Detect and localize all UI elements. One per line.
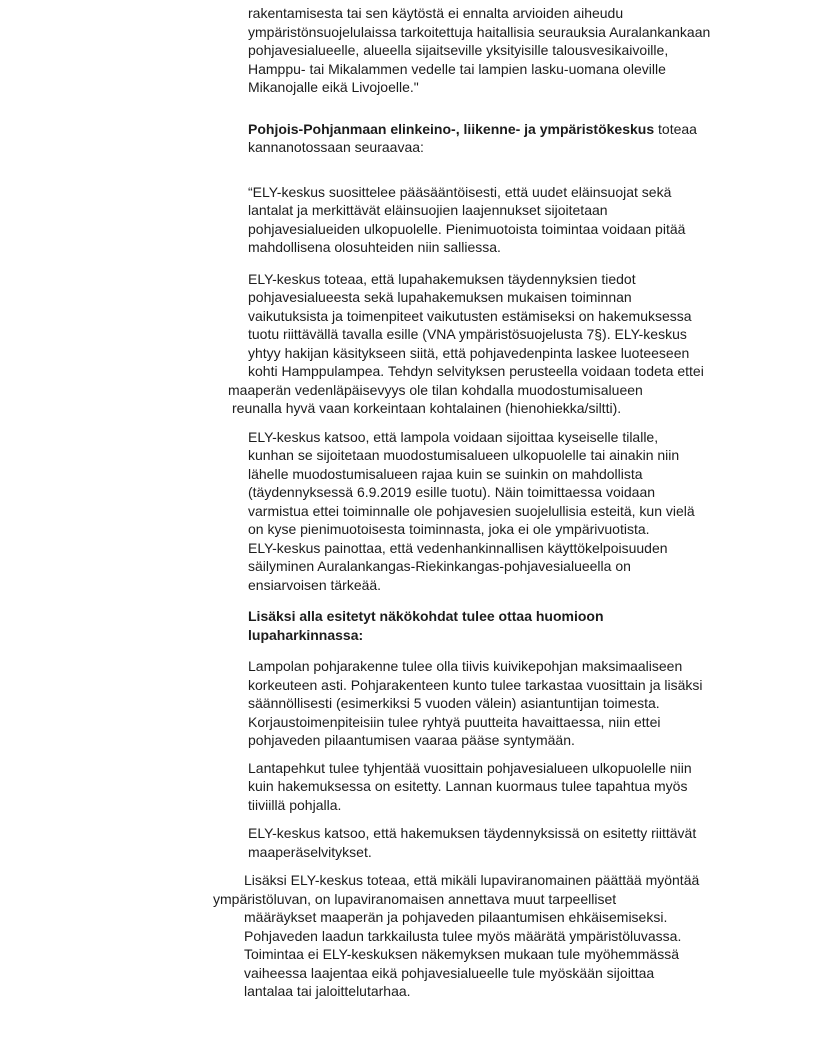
text-line: yhtyy hakijan käsitykseen siitä, että pohjavedenpinta laskee luoteeseen: [248, 344, 690, 361]
text-line: ensiarvoisen tärkeää.: [248, 576, 382, 593]
text-line: maaperän vedenläpäisevyys ole tilan kohdalla muodostumisalueen: [228, 381, 643, 398]
text-line: kohti Hamppulampea. Tehdyn selvityksen perusteella voidaan todeta ettei: [248, 363, 704, 379]
text-line: “ELY-keskus suosittelee pääsääntöisesti, että uudet eläinsuojat sekä: [248, 183, 672, 200]
text-line: lupaharkinnassa:: [248, 626, 364, 643]
text-line: Hamppu- tai Mikalammen vedelle tai lampien lasku-uomana oleville: [248, 60, 666, 77]
agency-name: Pohjois-Pohjanmaan elinkeino-, liikenne- ja ympäristökeskus: [248, 120, 655, 137]
paragraph-manure: [248, 759, 768, 815]
text-line: pohjaveden pilaantumisen vaaraa pääse syntymään.: [248, 732, 575, 748]
statement-intro-line2: kannanotossaan seuraavaa:: [248, 139, 424, 155]
text-line: tuotu riittävällä tavalla esille (VNA ympäristösuojelusta 7§). ELY-keskus: [248, 326, 687, 342]
text-line: mahdollisena olosuhteiden niin salliessa.: [248, 239, 501, 255]
text-line: pohjavesialueelle, alueella sijaitseville yksityisille talousvesikaivoille,: [248, 42, 669, 58]
text-line: Pohjaveden laadun tarkkailusta tulee myös määrätä ympäristöluvassa.: [244, 927, 682, 944]
paragraph-floor-structure: [248, 657, 768, 750]
text-line: ELY-keskus katsoo, että hakemuksen täydennyksissä on esitetty riittävät: [248, 825, 697, 841]
text-line: ELY-keskus katsoo, että lampola voidaan sijoittaa kyseiselle tilalle,: [248, 428, 659, 445]
text-line: Lampolan pohjarakenne tulee olla tiivis kuivikepohjan maksimaaliseen: [248, 658, 683, 674]
heading-considerations: [248, 607, 768, 644]
text-line: Lisäksi ELY-keskus toteaa, että mikäli lupaviranomainen päättää myöntää: [244, 872, 700, 888]
statement-intro-line1: [248, 120, 768, 139]
paragraph-quote-end: [248, 4, 768, 97]
text-line: kuin hakemuksessa on esitetty. Lannan kuormaus tulee tapahtua myös: [248, 778, 688, 794]
statement-intro-suffix: toteaa: [654, 120, 697, 137]
text-line: ELY-keskus painottaa, että vedenhankinnallisen käyttökelpoisuuden: [248, 539, 668, 556]
text-line: pohjavesialueesta sekä lupahakemuksen mukaisen toiminnan: [248, 289, 632, 305]
text-line: lantalat ja merkittävät eläinsuojien laajennukset sijoitetaan: [248, 202, 608, 218]
text-line: säilyminen Auralankangas-Riekinkangas-pohjavesialueella on: [248, 558, 631, 574]
paragraph-ely-statement: [228, 270, 768, 418]
text-line: ELY-keskus toteaa, että lupahakemuksen täydennyksien tiedot: [248, 270, 636, 287]
paragraph-ely-recommendation: [248, 183, 768, 257]
text-line: rakentamisesta tai sen käytöstä ei ennalta arvioiden aiheudu: [248, 5, 624, 21]
text-line: Korjaustoimenpiteisiin tulee ryhtyä puutteita havaittaessa, niin ettei: [248, 713, 661, 730]
text-line: maaperäselvitykset.: [248, 843, 372, 860]
text-line: tiiviillä pohjalla.: [248, 796, 342, 813]
text-line: korkeuteen asti. Pohjarakenteen kunto tulee tarkastaa vuosittain ja lisäksi: [248, 676, 703, 693]
text-line: ympäristöluvan, on lupaviranomaisen annettava muut tarpeelliset: [213, 890, 617, 907]
text-line: pohjavesialueiden ulkopuolelle. Pienimuotoista toimintaa voidaan pitää: [248, 220, 686, 237]
text-line: säännöllisesti (esimerkiksi 5 vuoden välein) asiantuntijan toimesta.: [248, 695, 660, 711]
text-line: Lisäksi alla esitetyt näkökohdat tulee ottaa huomioon: [248, 608, 604, 624]
text-line: (täydennyksessä 6.9.2019 esille tuotu). Näin toimittaessa voidaan: [248, 484, 656, 500]
paragraph-soil-surveys: [248, 824, 768, 861]
text-line: ympäristönsuojelulaissa tarkoitettuja haitallisia seurauksia Auralankankaan: [248, 23, 711, 40]
paragraph-final: [213, 871, 764, 1001]
text-line: vaikutuksista ja toimenpiteet vaikutusten estämiseksi on hakemuksessa: [248, 307, 692, 324]
paragraph-ely-location: [248, 428, 768, 595]
text-line: lantalaa tai jaloittelutarhaa.: [244, 983, 411, 999]
text-line: on kyse pienimuotoisesta toiminnasta, joka ei ole ympärivuotista.: [248, 521, 650, 537]
text-line: reunalla hyvä vaan korkeintaan kohtalainen (hienohiekka/siltti).: [232, 400, 622, 416]
text-line: Mikanojalle eikä Livojoelle.": [248, 79, 419, 95]
text-line: lähelle muodostumisalueen rajaa kuin se suinkin on mahdollista: [248, 465, 643, 482]
text-line: vaiheessa laajentaa eikä pohjavesialueelle tule myöskään sijoittaa: [244, 964, 655, 981]
text-line: määräykset maaperän ja pohjaveden pilaantumisen ehkäisemiseksi.: [244, 909, 668, 925]
statement-intro: [248, 120, 768, 157]
text-line: Lantapehkut tulee tyhjentää vuosittain pohjavesialueen ulkopuolelle niin: [248, 759, 692, 776]
text-line: Toimintaa ei ELY-keskuksen näkemyksen mukaan tule myöhemmässä: [244, 946, 679, 962]
text-line: varmistua ettei toiminnalle ole pohjavesien suojelullisia esteitä, kun vielä: [248, 502, 695, 519]
text-line: kunhan se sijoitetaan muodostumisalueen ulkopuolelle tai ainakin niin: [248, 447, 680, 463]
